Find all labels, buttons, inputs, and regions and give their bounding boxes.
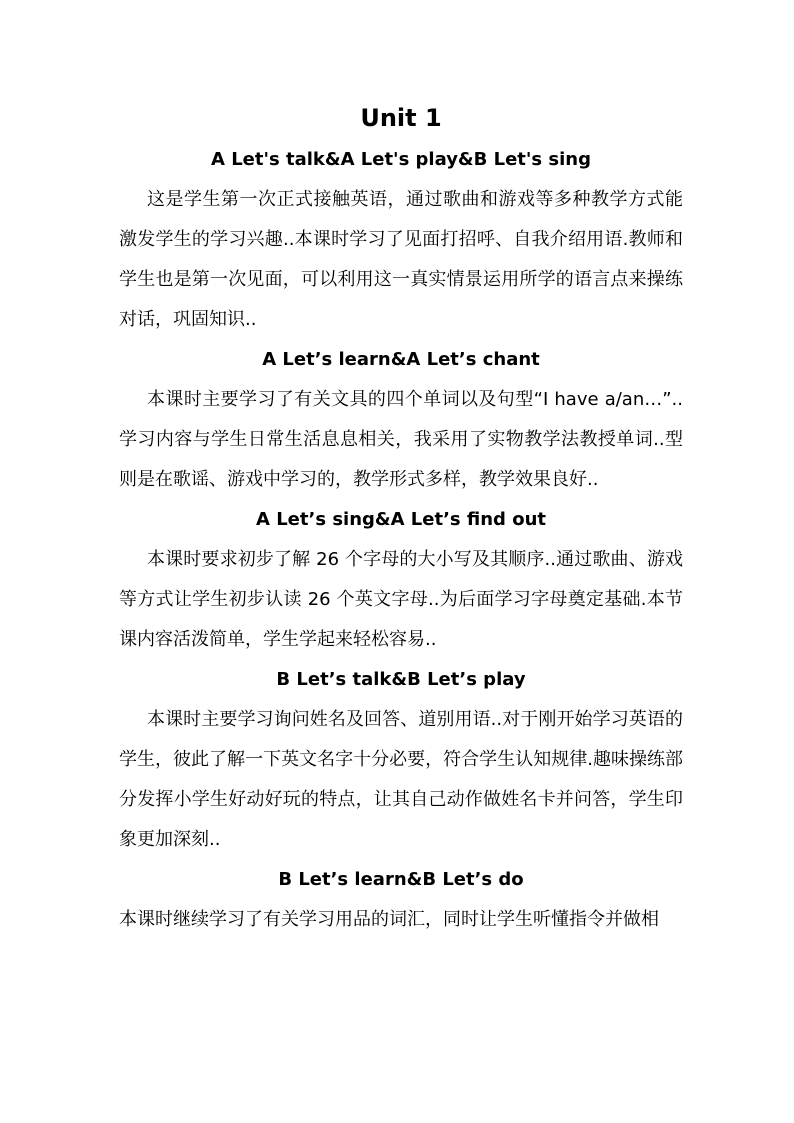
section-heading-3: A Let’s sing&A Let’s find out [256,509,546,530]
section-heading-1: A Let's talk&A Let's play&B Let's sing [211,149,591,170]
section-paragraph-4: 本课时主要学习询问姓名及回答、道别用语..对于刚开始学习英语的学生，彼此了解一下英文名字十分必要，符合学生认知规律.趣味操练部分发挥小学生好动好玩的特点，让其自己动作做姓名卡并问答，学生印象更加深刻.. [119,709,683,850]
section-heading-4: B Let’s talk&B Let’s play [276,669,526,690]
section-paragraph-1: 这是学生第一次正式接触英语，通过歌曲和游戏等多种教学方式能激发学生的学习兴趣..本课时学习了见面打招呼、自我介绍用语.教师和学生也是第一次见面，可以利用这一真实情景运用所学的语言点来操练对话，巩固知识.. [119,189,683,330]
section-heading-5: B Let’s learn&B Let’s do [278,869,524,890]
document-content [119,98,683,940]
section-paragraph-2: 本课时主要学习了有关文具的四个单词以及句型“I have a/an…”..学习内容与学生日常生活息息相关，我采用了实物教学法教授单词..型则是在歌谣、游戏中学习的，教学形式多样，教学效果良好.. [119,389,683,490]
section-heading-2: A Let’s learn&A Let’s chant [262,349,540,370]
section-paragraph-5: 本课时继续学习了有关学习用品的词汇，同时让学生听懂指令并做相 [119,909,659,930]
page-title: Unit 1 [360,104,442,132]
section-paragraph-3: 本课时要求初步了解 26 个字母的大小写及其顺序..通过歌曲、游戏等方式让学生初步认读 26 个英文字母..为后面学习字母奠定基础.本节课内容活泼简单，学生学起来轻松容易.. [119,549,683,650]
